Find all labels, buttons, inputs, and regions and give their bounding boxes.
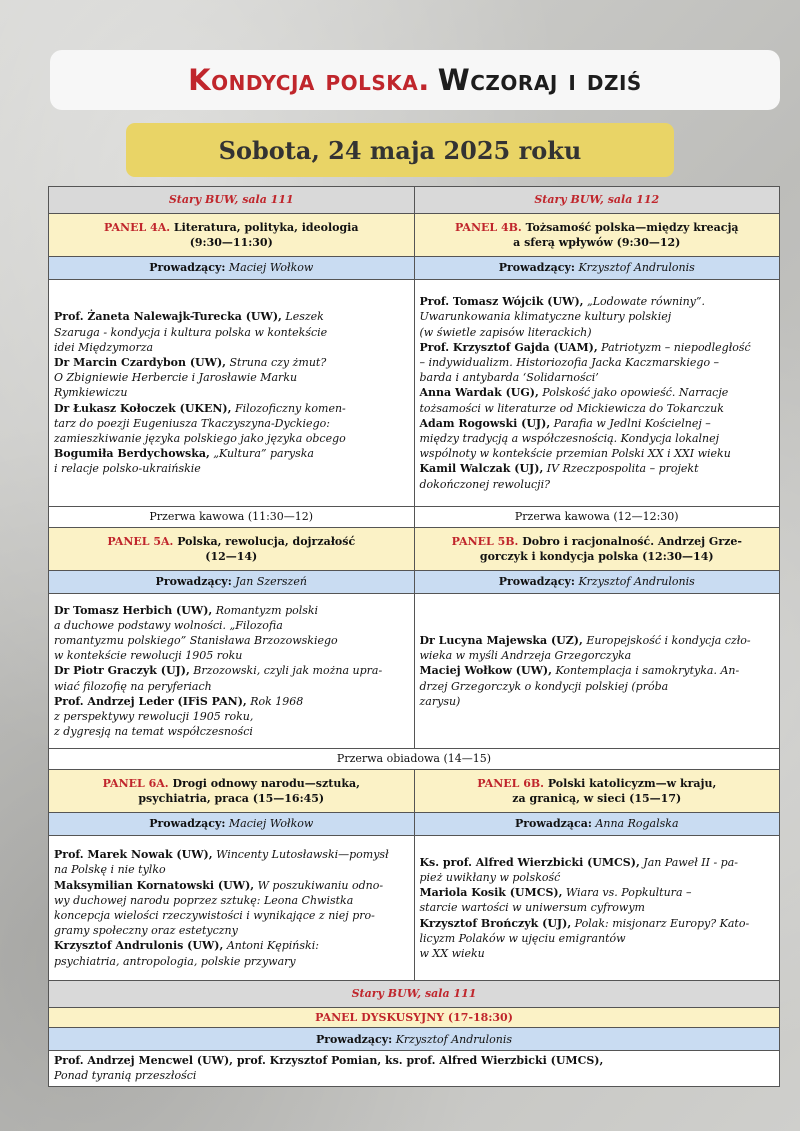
list-item: Krzysztof Brończyk (UJ), Polak: misjonarz Europy? Kato- licyzm Polaków w ujęciu emigrantów w XX wieku — [419, 916, 750, 960]
panel-6a-header — [49, 770, 415, 813]
panel-title: Tożsamość polska—między kreacją a sferą wpływów (9:30—12) — [513, 220, 739, 249]
panel-6b-header — [414, 770, 780, 813]
panel-code: PANEL 5B. — [451, 534, 519, 548]
panel-4a-header — [49, 214, 415, 257]
room-discussion: Stary BUW, sala 111 — [49, 981, 780, 1008]
list-item: Prof. Tomasz Wójcik (UW), „Lodowate równiny”. Uwarunkowania klimatyczne kultury polskiej (w świetle zapisów literackich) — [419, 295, 706, 339]
panel-code: PANEL 4A. — [104, 220, 171, 234]
coffee-break: Przerwa kawowa (12—12:30) — [414, 507, 780, 528]
list-item: Bogumiła Berdychowska, „Kultura” paryska i relacje polsko-ukraińskie — [54, 447, 314, 476]
moderator-label: Prowadzący: — [498, 261, 575, 275]
moderator-row — [414, 571, 780, 594]
moderator-label: Prowadzący: — [149, 817, 226, 831]
panel-code: PANEL 6A. — [102, 776, 169, 790]
panel-5a-talks — [49, 594, 415, 749]
list-item: Prof. Krzysztof Gajda (UAM), Patriotyzm – niepodległość – indywidualizm. Historiozofia Jacka Kaczmarskiego – barda i antybarda ‘Solidarności’ — [419, 340, 751, 385]
moderator-name: Jan Szerszeń — [235, 575, 307, 589]
event-title — [50, 50, 780, 110]
moderator-row — [49, 571, 415, 594]
panel-4a-talks — [49, 280, 415, 507]
day-heading: Sobota, 24 maja 2025 roku — [126, 123, 674, 177]
schedule-table — [48, 186, 780, 1087]
list-item: Kamil Walczak (UJ), IV Rzeczpospolita – projekt dokończonej rewolucji? — [419, 462, 699, 491]
discussion-header — [49, 1008, 780, 1028]
panel-code: PANEL 5A. — [107, 534, 174, 548]
moderator-row — [414, 813, 780, 836]
discussion-talks — [49, 1051, 780, 1086]
event-title-sub: Wczoraj i dziś — [437, 63, 642, 97]
panel-6b-talks — [414, 836, 780, 981]
list-item: Maksymilian Kornatowski (UW), W poszukiwaniu odno- wy duchowej narodu poprzez sztukę: Leona Chwistka koncepcja wielości rzeczywistości i wynikające z niej pro- gramy społeczny oraz estetyczny — [54, 878, 384, 938]
list-item: Dr Piotr Graczyk (UJ), Brzozowski, czyli jak można upra- wiać filozofię na peryferiach — [54, 664, 383, 693]
panel-4b-header — [414, 214, 780, 257]
moderator-row — [49, 813, 415, 836]
list-item: Dr Łukasz Kołoczek (UKEN), Filozoficzny komen- tarz do poezji Eugeniusza Tkaczyszyna-Dyckiego: zamieszkiwanie języka polskiego jako języka obcego — [54, 401, 346, 445]
panel-code: PANEL 6B. — [477, 776, 544, 790]
panel-code: PANEL 4B. — [454, 220, 522, 234]
event-title-main: Kondycja polska. — [188, 63, 430, 97]
discussion-title: PANEL DYSKUSYJNY (17-18:30) — [315, 1011, 513, 1024]
panel-6a-talks — [49, 836, 415, 981]
panel-title: Drogi odnowy narodu—sztuka, psychiatria, praca (15—16:45) — [138, 776, 360, 805]
moderator-label: Prowadzący: — [315, 1032, 393, 1046]
panel-4b-talks — [414, 280, 780, 507]
moderator-label: Prowadzący: — [149, 261, 226, 275]
moderator-name: Krzysztof Andrulonis — [578, 575, 695, 589]
list-item: Krzysztof Andrulonis (UW), Antoni Kępiński: psychiatria, antropologia, polskie przywary — [54, 939, 319, 968]
list-item: Dr Marcin Czardybon (UW), Struna czy żmut? O Zbigniewie Herbercie i Jarosławie Marku Rymkiewiczu — [54, 355, 327, 400]
panel-title: Dobro i racjonalność. Andrzej Grze- gorczyk i kondycja polska (12:30—14) — [479, 534, 742, 563]
moderator-name: Krzysztof Andrulonis — [578, 261, 695, 275]
lunch-break: Przerwa obiadowa (14—15) — [49, 749, 780, 770]
moderator-name: Krzysztof Andrulonis — [395, 1032, 513, 1046]
moderator-name: Maciej Wołkow — [228, 817, 314, 831]
moderator-label: Prowadzący: — [498, 575, 575, 589]
list-item: Prof. Marek Nowak (UW), Wincenty Lutosławski—pomysł na Polskę i nie tylko — [54, 848, 389, 877]
moderator-row — [49, 257, 415, 280]
panel-title: Polski katolicyzm—w kraju, za granicą, w sieci (15—17) — [512, 776, 717, 805]
room-left: Stary BUW, sala 111 — [49, 187, 415, 214]
moderator-row — [414, 257, 780, 280]
list-item: Adam Rogowski (UJ), Parafia w Jedlni Kościelnej – między tradycją a współczesnością. Kondycja lokalnej wspólnoty w kontekście przemian Polski XX i XXI wieku — [419, 416, 731, 461]
moderator-name: Maciej Wołkow — [228, 261, 314, 275]
panel-title: Literatura, polityka, ideologia (9:30—11:30) — [173, 220, 359, 249]
moderator-label: Prowadzący: — [155, 575, 232, 589]
panel-5b-talks — [414, 594, 780, 749]
panel-title: Polska, rewolucja, dojrzałość (12—14) — [177, 534, 356, 563]
room-right: Stary BUW, sala 112 — [414, 187, 780, 214]
list-item: Dr Tomasz Herbich (UW), Romantyzm polski a duchowe podstawy wolności. „Filozofia romantyzmu polskiego” Stanisława Brzozowskiego w kontekście rewolucji 1905 roku — [54, 603, 338, 663]
moderator-row — [49, 1028, 780, 1051]
list-item: Maciej Wołkow (UW), Kontemplacja i samokrytyka. An- drzej Grzegorczyk o kondycji polskiej (próba zarysu) — [419, 664, 740, 708]
list-item: Prof. Andrzej Leder (IFiS PAN), Rok 1968 z perspektywy rewolucji 1905 roku, z dygresją na temat współczesności — [54, 694, 304, 739]
list-item: Prof. Andrzej Mencwel (UW), prof. Krzysztof Pomian, ks. prof. Alfred Wierzbicki (UMCS), Ponad tyranią przeszłości — [54, 1054, 604, 1083]
panel-5b-header — [414, 528, 780, 571]
list-item: Dr Lucyna Majewska (UZ), Europejskość i kondycja czło- wieka w myśli Andrzeja Grzegorczyka — [419, 633, 751, 663]
panel-5a-header — [49, 528, 415, 571]
list-item: Ks. prof. Alfred Wierzbicki (UMCS), Jan Paweł II - pa- pież uwikłany w polskość — [419, 855, 738, 884]
list-item: Mariola Kosik (UMCS), Wiara vs. Popkultura – starcie wartości w uniwersum cyfrowym — [419, 886, 692, 915]
moderator-label: Prowadząca: — [514, 817, 592, 831]
coffee-break: Przerwa kawowa (11:30—12) — [49, 507, 415, 528]
list-item: Anna Wardak (UG), Polskość jako opowieść. Narracje tożsamości w literaturze od Mickiewicza do Tokarczuk — [419, 386, 729, 415]
list-item: Prof. Żaneta Nalewajk-Turecka (UW), Leszek Szaruga - kondycja i kultura polska w kontekście idei Międzymorza — [54, 310, 328, 354]
moderator-name: Anna Rogalska — [595, 817, 679, 831]
